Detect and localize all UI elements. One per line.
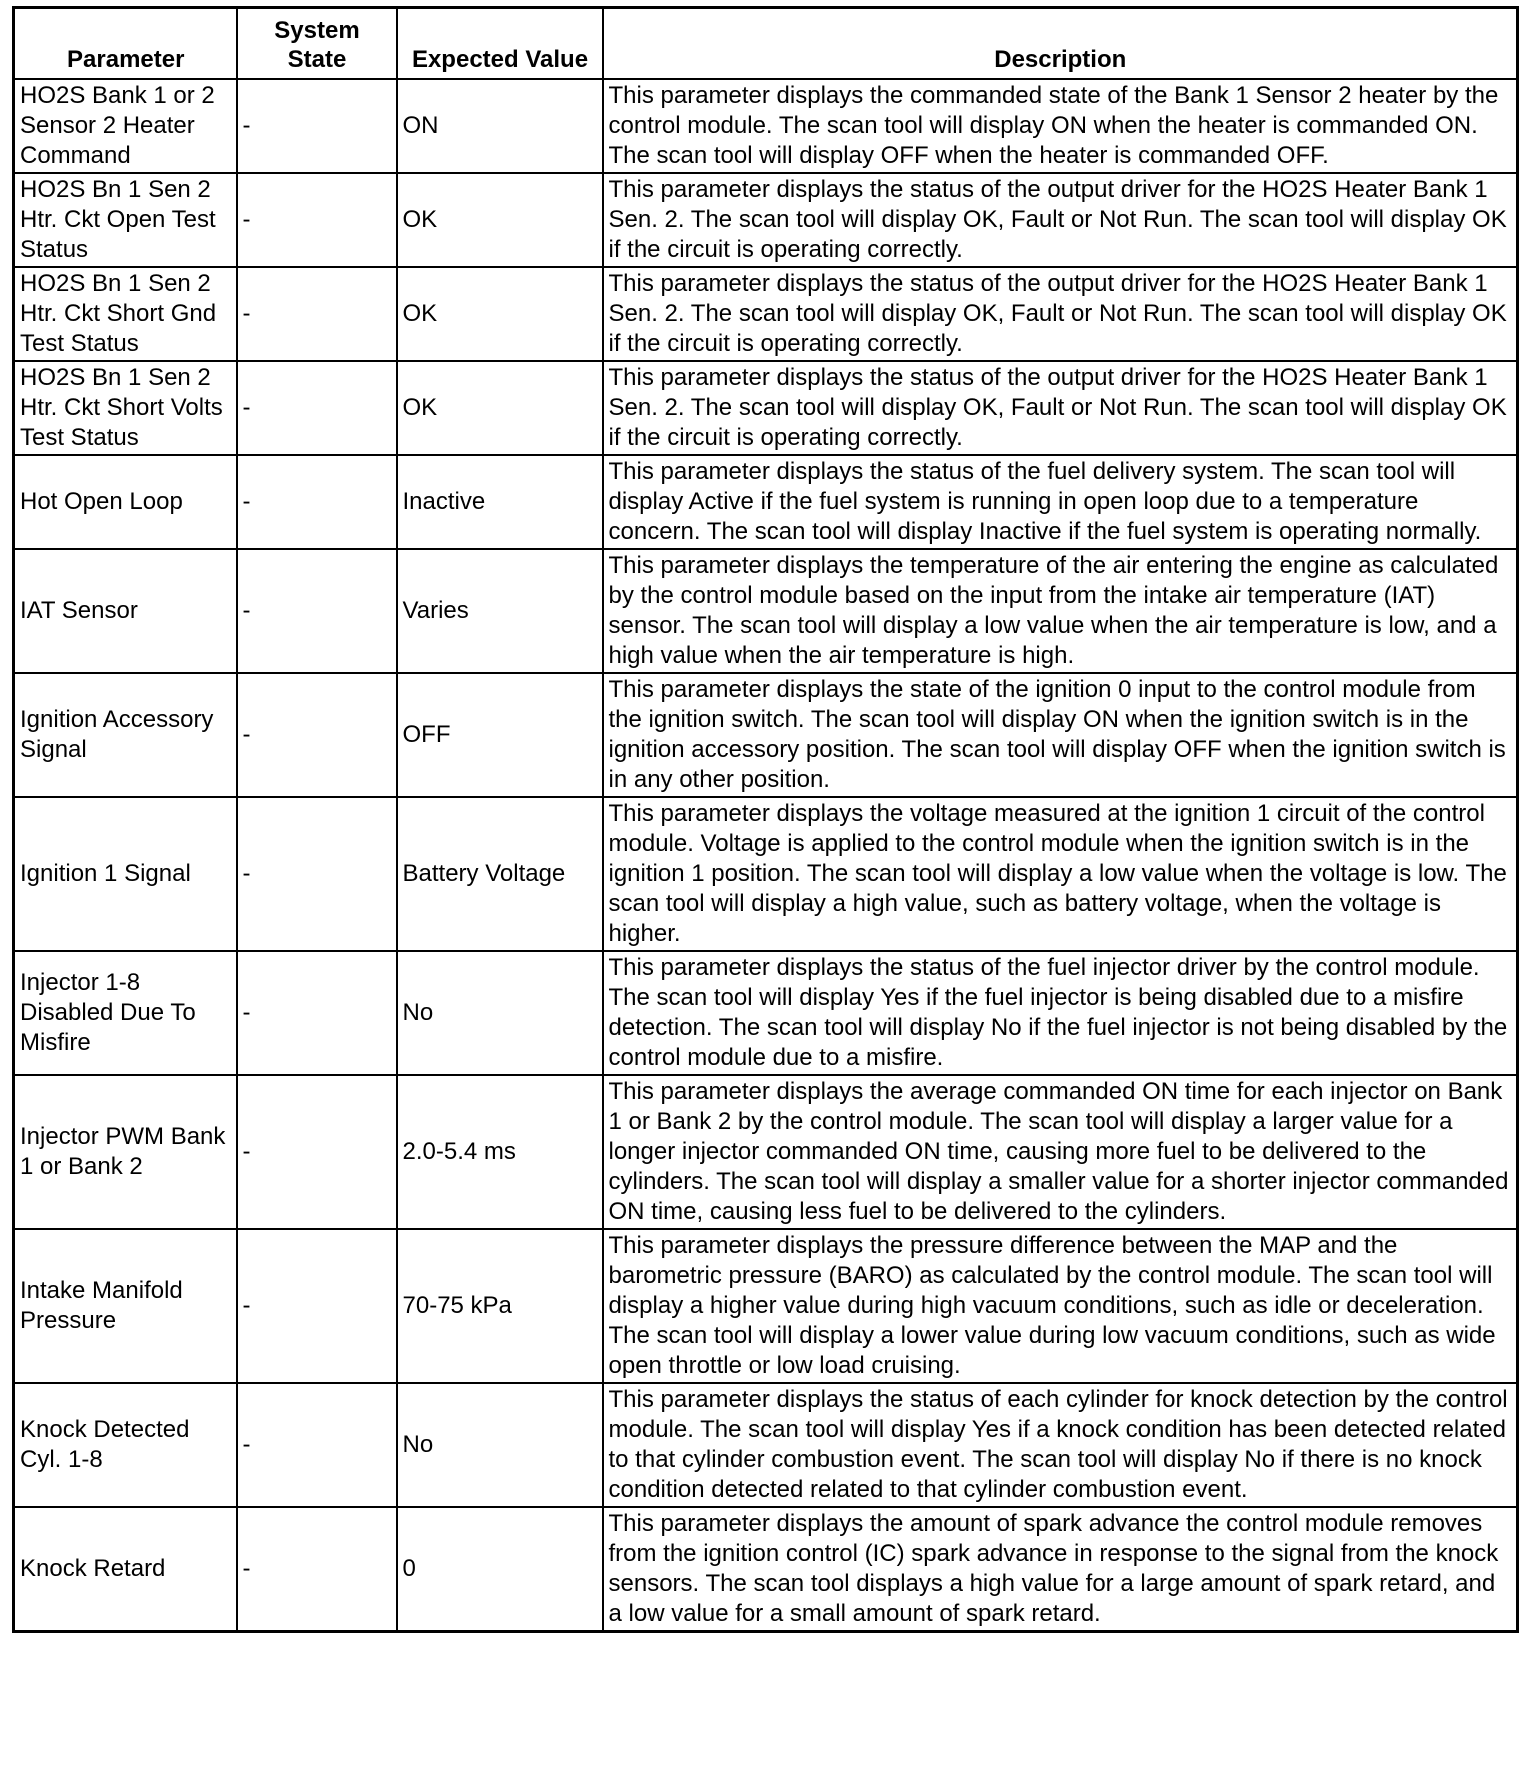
- table-row: [14, 1229, 1518, 1383]
- cell-system-state: -: [237, 1383, 397, 1507]
- cell-system-state: -: [237, 361, 397, 455]
- cell-description: This parameter displays the status of the output driver for the HO2S Heater Bank 1 Sen. 2. The scan tool will display OK, Fault or Not Run. The scan tool will display OK if the circuit is operating correctly.: [603, 361, 1518, 455]
- table-row: [14, 1507, 1518, 1632]
- cell-system-state: -: [237, 1075, 397, 1229]
- cell-system-state: -: [237, 173, 397, 267]
- cell-system-state: -: [237, 951, 397, 1075]
- cell-parameter: IAT Sensor: [14, 549, 237, 673]
- cell-parameter: HO2S Bank 1 or 2 Sensor 2 Heater Command: [14, 79, 237, 173]
- cell-system-state: -: [237, 797, 397, 951]
- cell-description: This parameter displays the temperature of the air entering the engine as calculated by the control module based on the input from the intake air temperature (IAT) sensor. The scan tool will display a low value when the air temperature is low, and a high value when the air temperature is high.: [603, 549, 1518, 673]
- cell-description: This parameter displays the status of the output driver for the HO2S Heater Bank 1 Sen. 2. The scan tool will display OK, Fault or Not Run. The scan tool will display OK if the circuit is operating correctly.: [603, 267, 1518, 361]
- header-expected-value: Expected Value: [397, 8, 603, 80]
- cell-expected-value: No: [397, 951, 603, 1075]
- cell-system-state: -: [237, 267, 397, 361]
- table-row: [14, 455, 1518, 549]
- header-parameter: Parameter: [14, 8, 237, 80]
- cell-expected-value: No: [397, 1383, 603, 1507]
- table-header-row: [14, 8, 1518, 80]
- cell-expected-value: Battery Voltage: [397, 797, 603, 951]
- cell-expected-value: OK: [397, 361, 603, 455]
- cell-system-state: -: [237, 1507, 397, 1632]
- table-row: [14, 173, 1518, 267]
- parameter-table: [12, 6, 1519, 1633]
- cell-parameter: HO2S Bn 1 Sen 2 Htr. Ckt Short Volts Test Status: [14, 361, 237, 455]
- header-system-state: System State: [237, 8, 397, 80]
- table-row: [14, 1383, 1518, 1507]
- cell-expected-value: OK: [397, 267, 603, 361]
- cell-description: This parameter displays the average commanded ON time for each injector on Bank 1 or Bank 2 by the control module. The scan tool will display a larger value for a longer injector commanded ON time, causing more fuel to be delivered to the cylinders. The scan tool will display a smaller value for a shorter injector commanded ON time, causing less fuel to be delivered to the cylinders.: [603, 1075, 1518, 1229]
- cell-parameter: Knock Retard: [14, 1507, 237, 1632]
- cell-parameter: Knock Detected Cyl. 1-8: [14, 1383, 237, 1507]
- cell-parameter: Hot Open Loop: [14, 455, 237, 549]
- cell-system-state: -: [237, 549, 397, 673]
- table-row: [14, 267, 1518, 361]
- cell-description: This parameter displays the voltage measured at the ignition 1 circuit of the control module. Voltage is applied to the control module when the ignition switch is in the ignition 1 position. The scan tool will display a low value when the voltage is low. The scan tool will display a high value, such as battery voltage, when the voltage is higher.: [603, 797, 1518, 951]
- cell-system-state: -: [237, 455, 397, 549]
- cell-expected-value: Varies: [397, 549, 603, 673]
- cell-description: This parameter displays the commanded state of the Bank 1 Sensor 2 heater by the control module. The scan tool will display ON when the heater is commanded ON. The scan tool will display OFF when the heater is commanded OFF.: [603, 79, 1518, 173]
- cell-parameter: Injector PWM Bank 1 or Bank 2: [14, 1075, 237, 1229]
- cell-description: This parameter displays the status of the fuel injector driver by the control module. The scan tool will display Yes if the fuel injector is being disabled due to a misfire detection. The scan tool will display No if the fuel injector is not being disabled by the control module due to a misfire.: [603, 951, 1518, 1075]
- table-row: [14, 951, 1518, 1075]
- cell-parameter: Intake Manifold Pressure: [14, 1229, 237, 1383]
- cell-system-state: -: [237, 1229, 397, 1383]
- cell-parameter: HO2S Bn 1 Sen 2 Htr. Ckt Open Test Status: [14, 173, 237, 267]
- table-row: [14, 797, 1518, 951]
- table-row: [14, 1075, 1518, 1229]
- cell-parameter: Ignition Accessory Signal: [14, 673, 237, 797]
- table-row: [14, 361, 1518, 455]
- cell-description: This parameter displays the amount of spark advance the control module removes from the ignition control (IC) spark advance in response to the signal from the knock sensors. The scan tool displays a high value for a large amount of spark retard, and a low value for a small amount of spark retard.: [603, 1507, 1518, 1632]
- cell-description: This parameter displays the pressure difference between the MAP and the barometric pressure (BARO) as calculated by the control module. The scan tool will display a higher value during high vacuum conditions, such as idle or deceleration. The scan tool will display a lower value during low vacuum conditions, such as wide open throttle or low load cruising.: [603, 1229, 1518, 1383]
- cell-expected-value: Inactive: [397, 455, 603, 549]
- table-row: [14, 79, 1518, 173]
- cell-expected-value: OK: [397, 173, 603, 267]
- cell-description: This parameter displays the status of the fuel delivery system. The scan tool will display Active if the fuel system is running in open loop due to a temperature concern. The scan tool will display Inactive if the fuel system is operating normally.: [603, 455, 1518, 549]
- table-row: [14, 549, 1518, 673]
- cell-expected-value: 0: [397, 1507, 603, 1632]
- cell-system-state: -: [237, 79, 397, 173]
- cell-expected-value: OFF: [397, 673, 603, 797]
- table-row: [14, 673, 1518, 797]
- cell-description: This parameter displays the state of the ignition 0 input to the control module from the ignition switch. The scan tool will display ON when the ignition switch is in the ignition accessory position. The scan tool will display OFF when the ignition switch is in any other position.: [603, 673, 1518, 797]
- document-page: [12, 6, 1516, 1633]
- cell-description: This parameter displays the status of the output driver for the HO2S Heater Bank 1 Sen. 2. The scan tool will display OK, Fault or Not Run. The scan tool will display OK if the circuit is operating correctly.: [603, 173, 1518, 267]
- cell-description: This parameter displays the status of each cylinder for knock detection by the control module. The scan tool will display Yes if a knock condition has been detected related to that cylinder combustion event. The scan tool will display No if there is no knock condition detected related to that cylinder combustion event.: [603, 1383, 1518, 1507]
- cell-parameter: Injector 1-8 Disabled Due To Misfire: [14, 951, 237, 1075]
- cell-parameter: Ignition 1 Signal: [14, 797, 237, 951]
- header-description: Description: [603, 8, 1518, 80]
- cell-system-state: -: [237, 673, 397, 797]
- cell-expected-value: 70-75 kPa: [397, 1229, 603, 1383]
- cell-expected-value: 2.0-5.4 ms: [397, 1075, 603, 1229]
- cell-expected-value: ON: [397, 79, 603, 173]
- cell-parameter: HO2S Bn 1 Sen 2 Htr. Ckt Short Gnd Test Status: [14, 267, 237, 361]
